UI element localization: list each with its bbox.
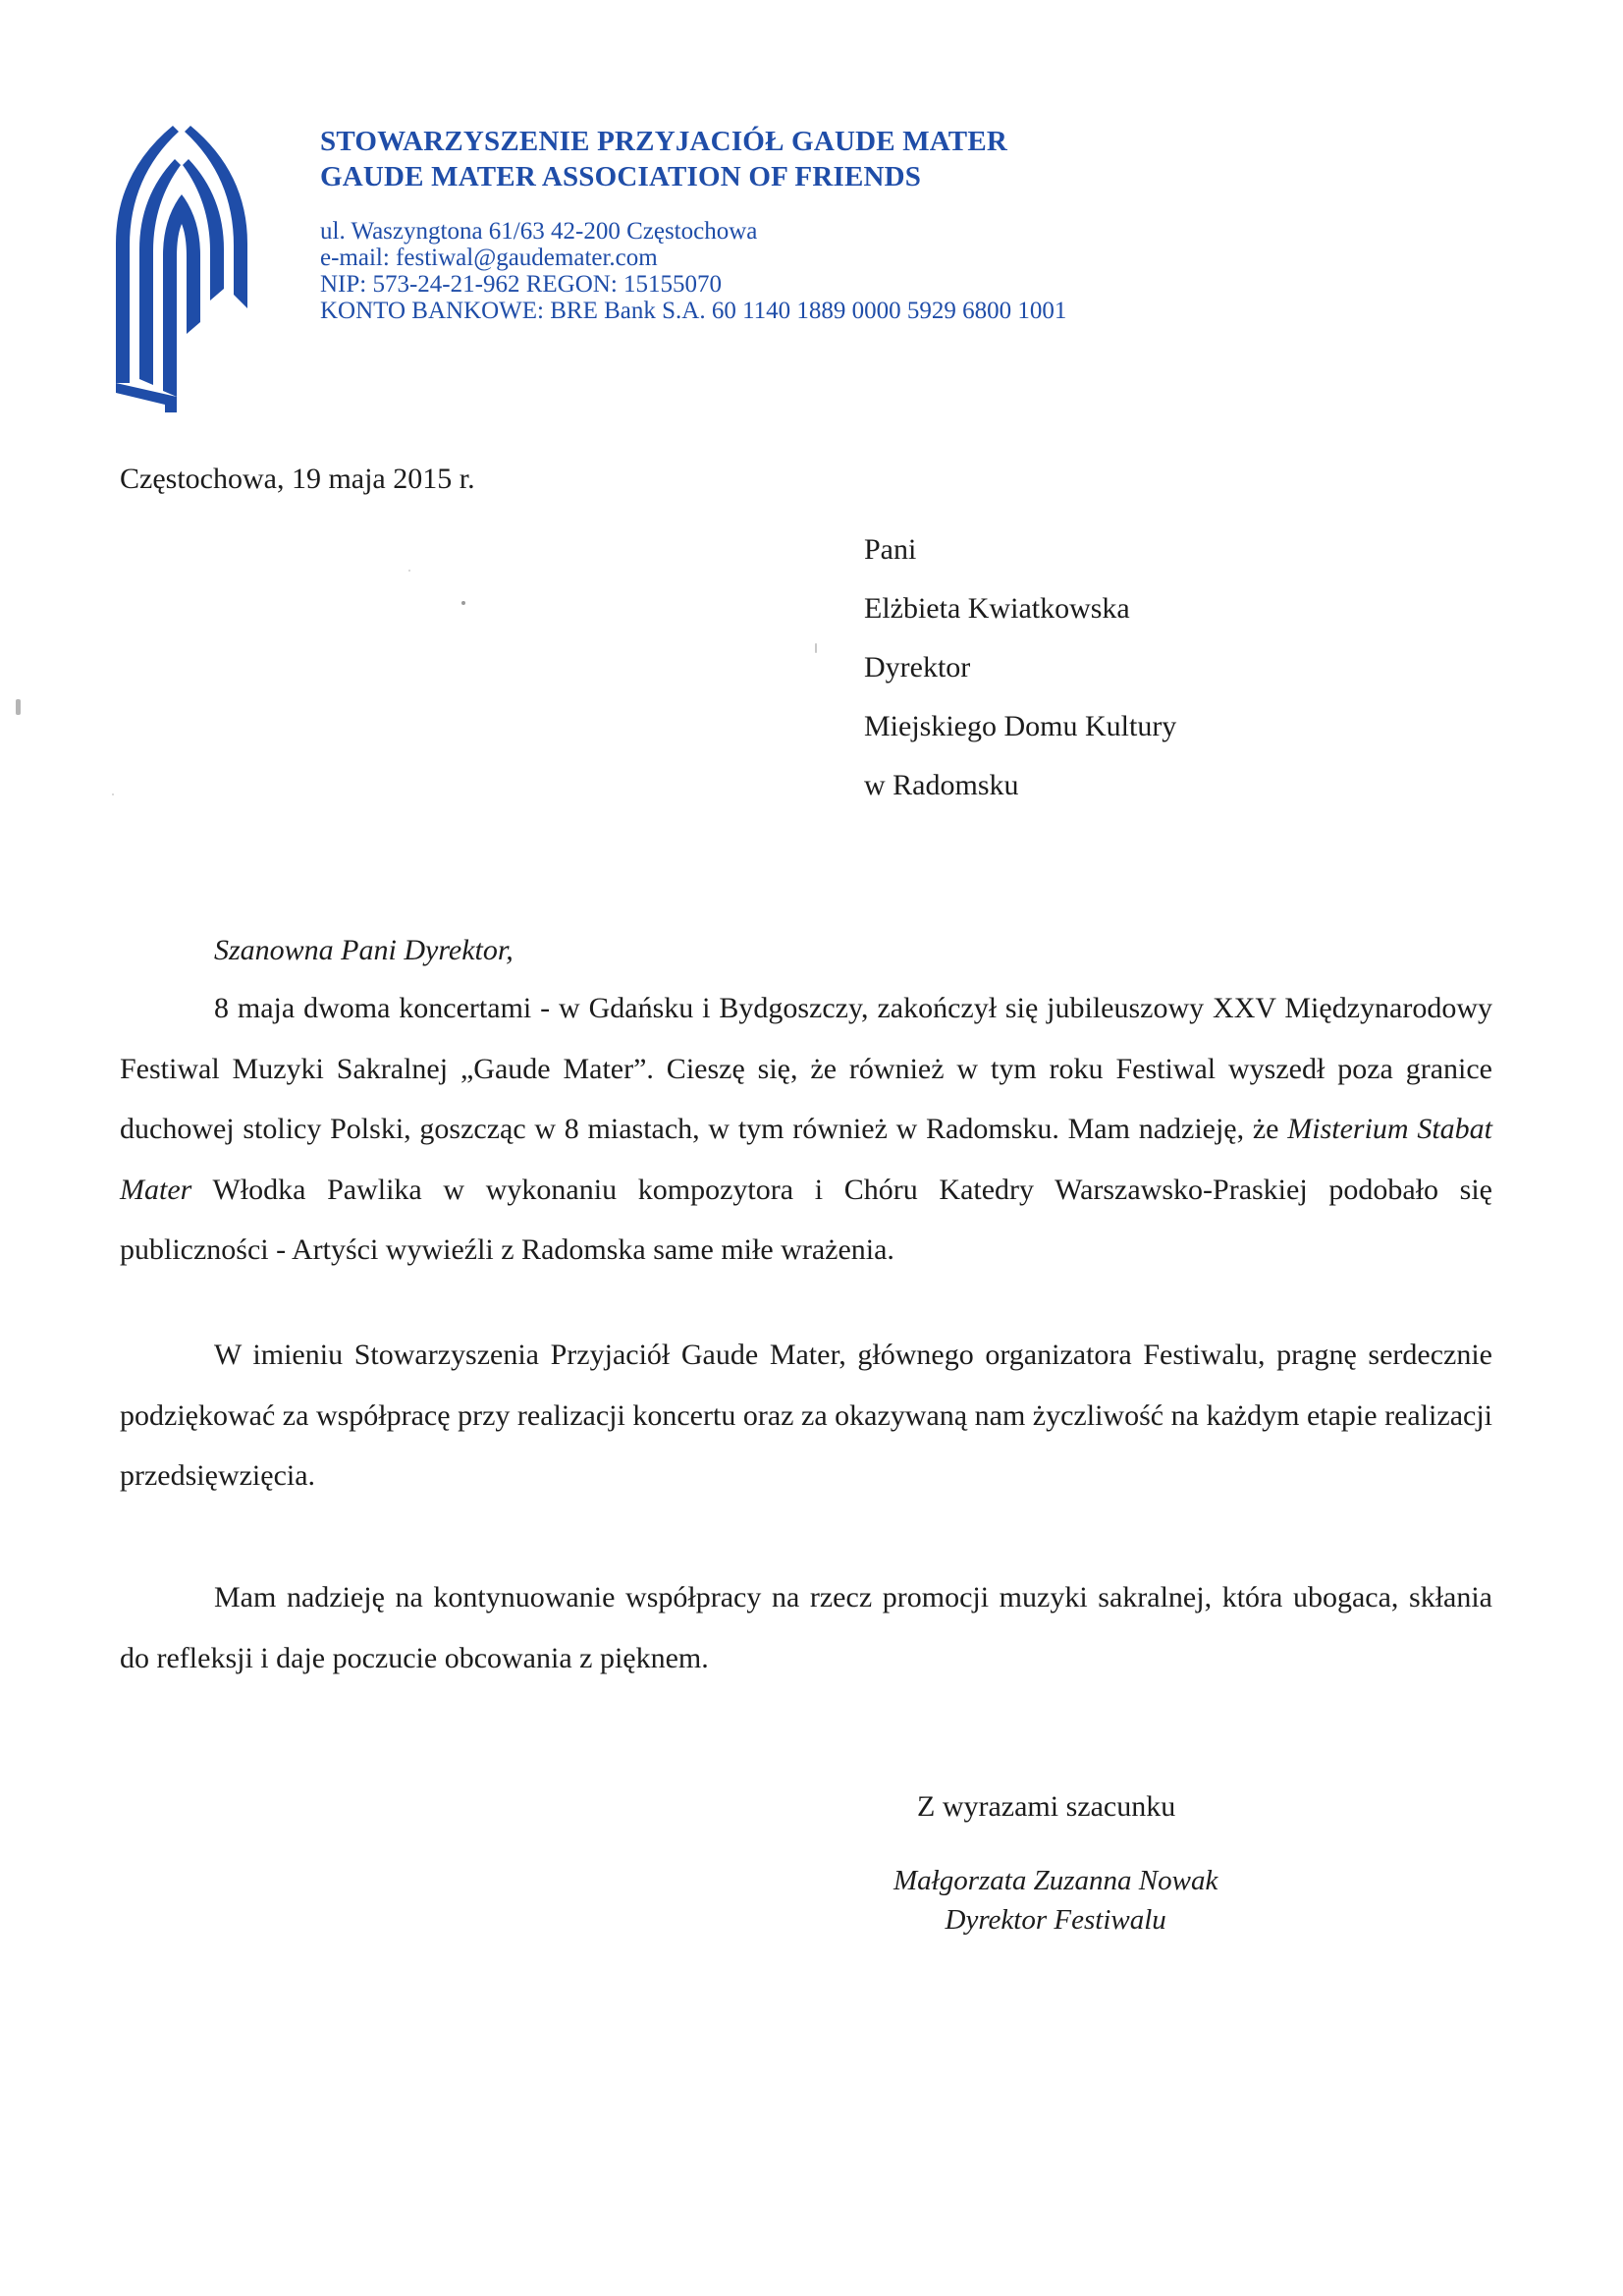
recipient-position: Dyrektor [864,651,971,683]
scan-speck [815,643,817,653]
scan-speck [408,570,410,572]
recipient-block [864,520,1176,815]
valediction: Z wyrazami szacunku [917,1790,1176,1823]
recipient-title: Pani [864,533,917,566]
org-name-polish: STOWARZYSZENIE PRZYJACIÓŁ GAUDE MATER [320,126,1008,157]
organization-name [320,124,1007,194]
work-title: Misterium Stabat Mater [120,1113,1492,1206]
paragraph-hope: Mam nadzieję na kontynuowanie współpracy na rzecz promocji muzyki sakralnej, która ubogaca, skłania do refleksji i daje poczucie obcowania z pięknem. [120,1581,1492,1674]
email-line: e-mail: festiwal@gaudemater.com [320,245,658,271]
scan-speck [461,601,465,605]
scan-speck [16,699,21,715]
signer-name: Małgorzata Zuzanna Nowak [893,1865,1218,1896]
tax-id-line: NIP: 573-24-21-962 REGON: 15155070 [320,271,723,298]
paragraph-thanks: W imieniu Stowarzyszenia Przyjaciół Gaude Mater, głównego organizatora Festiwalu, pragnę serdecznie podziękować za współpracę przy realizacji koncertu oraz za okazywaną nam życzliwość na każdym etapie realizacji przedsięwzięcia. [120,1339,1492,1492]
signer-title: Dyrektor Festiwalu [945,1904,1166,1936]
address-line: ul. Waszyngtona 61/63 42-200 Częstochowa [320,218,758,245]
paragraph-festival-summary [120,978,1492,1281]
bank-account-line: KONTO BANKOWE: BRE Bank S.A. 60 1140 1889 0000 5929 6800 1001 [320,298,1067,324]
recipient-institution: Miejskiego Domu Kultury [864,710,1177,742]
date-line: Częstochowa, 19 maja 2015 r. [120,463,475,495]
recipient-city: w Radomsku [864,769,1019,801]
contact-block [320,218,1066,324]
salutation: Szanowna Pani Dyrektor, [214,934,514,966]
signature-block [893,1861,1217,1940]
org-name-english: GAUDE MATER ASSOCIATION OF FRIENDS [320,161,922,192]
scan-speck [112,793,114,795]
paragraph-1-text-a: 8 maja dwoma koncertami - w Gdańsku i Bydgoszczy, zakończył się jubileuszowy XXV Międzynarodowy Festiwal Muzyki Sakralnej „Gaude Mater”. Cieszę się, że również w tym roku Festiwal wyszedł poza granice duchowej stolicy Polski, goszcząc w 8 miastach, w tym również w Radomsku. Mam nadzieję, że [120,992,1492,1145]
recipient-name: Elżbieta Kwiatkowska [864,592,1130,625]
gothic-arch-logo-icon [116,126,247,412]
paragraph-1-text-b: Włodka Pawlika w wykonaniu kompozytora i Chóru Katedry Warszawsko-Praskiej podobało się publiczności - Artyści wywieźli z Radomska same miłe wrażenia. [120,1173,1492,1266]
